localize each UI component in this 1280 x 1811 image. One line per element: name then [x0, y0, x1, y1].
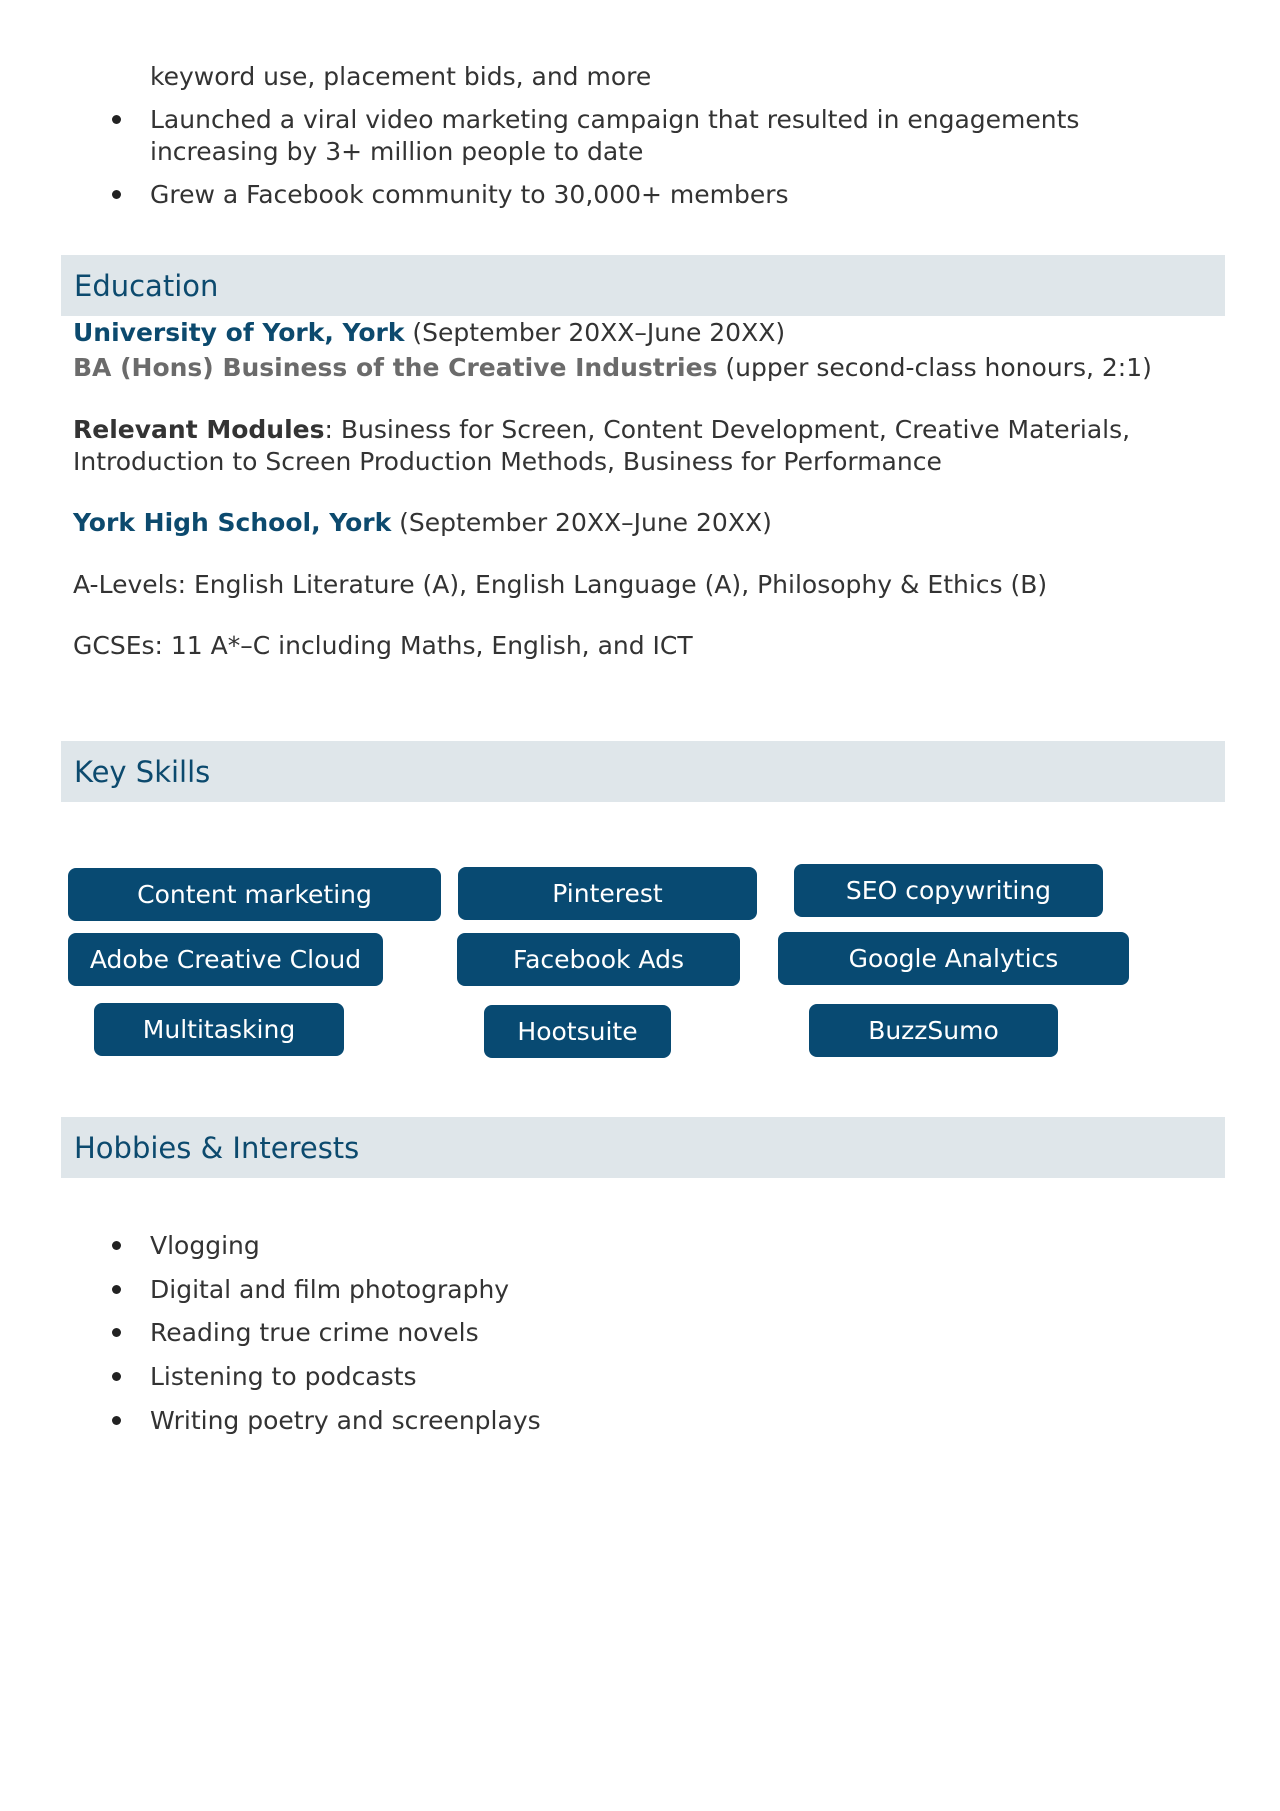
hobby-text: Writing poetry and screenplays	[150, 1406, 541, 1435]
modules-list: : Business for Screen, Content Development, Creative Materials,	[324, 415, 1131, 444]
modules-label: Relevant Modules	[73, 415, 325, 444]
hobby-text: Listening to podcasts	[150, 1362, 417, 1391]
skill-chip: Hootsuite	[484, 1005, 671, 1058]
section-header-key-skills	[61, 741, 1225, 802]
bullet-icon	[112, 115, 121, 124]
bullet-text-line: Launched a viral video marketing campaign that resulted in engagements	[150, 105, 1080, 134]
hobby-text: Vlogging	[150, 1231, 260, 1260]
bullet-icon	[112, 1241, 121, 1250]
section-title: Key Skills	[74, 755, 211, 789]
education-university-line	[73, 317, 785, 349]
skill-chip: Content marketing	[68, 868, 441, 921]
skill-chip: BuzzSumo	[809, 1004, 1058, 1057]
bullet-icon	[112, 1285, 121, 1294]
bullet-icon	[112, 1328, 121, 1337]
degree-name: BA (Hons) Business of the Creative Industries	[73, 353, 718, 382]
education-school-line	[73, 507, 772, 539]
institution-dates: (September 20XX–June 20XX)	[391, 508, 772, 537]
institution-name: York High School, York	[73, 508, 392, 537]
hobby-text: Digital and film photography	[150, 1275, 510, 1304]
skill-chip: Pinterest	[458, 867, 757, 920]
modules-line-2: Introduction to Screen Production Methods, Business for Performance	[73, 447, 942, 476]
degree-classification: (upper second-class honours, 2:1)	[717, 353, 1152, 382]
bullet-icon	[112, 1372, 121, 1381]
skill-chip: Google Analytics	[778, 932, 1129, 985]
bullet-icon	[112, 190, 121, 199]
gcses: GCSEs: 11 A*–C including Maths, English, and ICT	[73, 631, 693, 660]
skill-chip: Multitasking	[94, 1003, 344, 1056]
skill-chip: SEO copywriting	[794, 864, 1103, 917]
institution-dates: (September 20XX–June 20XX)	[404, 318, 786, 347]
skill-chip: Adobe Creative Cloud	[68, 933, 383, 986]
section-title: Hobbies & Interests	[74, 1131, 360, 1165]
a-levels: A-Levels: English Literature (A), English Language (A), Philosophy & Ethics (B)	[73, 570, 1048, 599]
hobby-text: Reading true crime novels	[150, 1318, 479, 1347]
institution-name: University of York, York	[73, 318, 405, 347]
bullet-text-line: Grew a Facebook community to 30,000+ members	[150, 180, 789, 209]
education-degree-line	[73, 352, 1152, 384]
section-title: Education	[74, 269, 219, 303]
skill-chip: Facebook Ads	[457, 933, 740, 986]
bullet-icon	[112, 1416, 121, 1425]
section-header-hobbies	[61, 1117, 1225, 1178]
modules-line	[73, 414, 1130, 446]
section-header-education	[61, 255, 1225, 316]
bullet-text-line: increasing by 3+ million people to date	[150, 137, 644, 166]
bullet-wrap-line: keyword use, placement bids, and more	[150, 62, 652, 91]
